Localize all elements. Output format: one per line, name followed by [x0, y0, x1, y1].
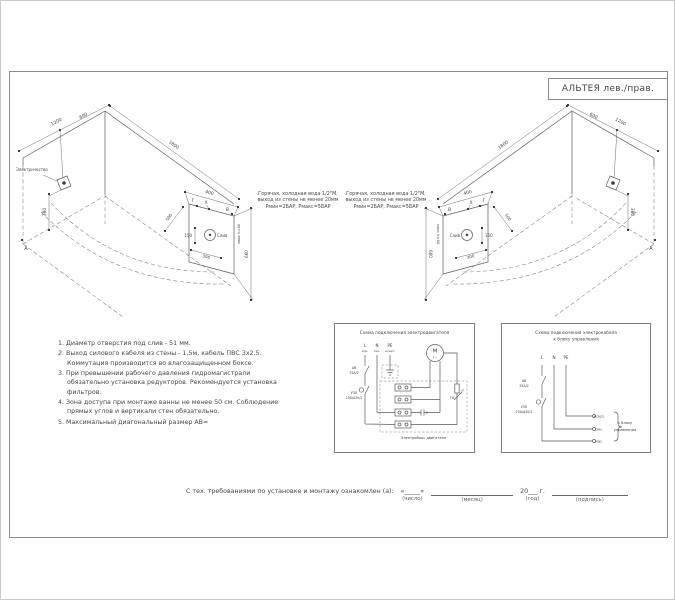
thermal-label: t°	[461, 389, 465, 393]
dim-1200: 1200	[614, 117, 627, 128]
note-4: 4. Зона доступа при монтаже ванны не менее 50 см. Соблюдение прямых углов и вертикали стен обязательно.	[58, 398, 279, 416]
bathtub-wireframe	[424, 104, 659, 317]
max-h-label: макс h=40	[436, 223, 440, 245]
svg-text:управления: управления	[613, 428, 637, 432]
svg-text:N: N	[375, 343, 379, 348]
point-a: А	[649, 246, 653, 252]
motor-schematic-title: Схема подключения электродвигателя	[359, 331, 450, 336]
point-x: X	[204, 201, 208, 206]
month-blank	[431, 488, 513, 496]
drain-label: Слив	[449, 233, 460, 238]
dim-400: 400	[463, 189, 473, 198]
wire-n-label: син.	[595, 427, 603, 432]
note-1: 1. Диаметр отверстия под слив - 51 мм.	[58, 340, 191, 347]
note-5: 5. Максимальный диагональный размер АВ=	[58, 418, 209, 426]
rcd-label: УЗО	[520, 405, 528, 409]
svg-text:25А/Δ30/2: 25А/Δ30/2	[345, 396, 363, 400]
svg-text:25А/2: 25А/2	[519, 384, 529, 388]
dim-300: 300	[466, 253, 475, 260]
signature-blank	[552, 488, 628, 496]
month-label: (месяц)	[461, 497, 483, 503]
svg-text:PE: PE	[387, 343, 393, 348]
acknowledgement-text: С тех. требованиями по установке и монтажу ознакомлен (а):	[186, 488, 394, 495]
dim-660: 660	[244, 250, 249, 258]
svg-text:ж/зел.: ж/зел.	[384, 349, 396, 353]
point-g: Г	[482, 199, 486, 204]
acknowledgement-line	[186, 488, 628, 503]
day-blank: «_____»	[400, 488, 425, 495]
dim-150: 150	[184, 233, 192, 238]
dim-380: 380	[43, 207, 48, 217]
isometric-drawing-left	[13, 104, 313, 319]
day-label: (число)	[402, 496, 423, 502]
cable-schematic-title: Схема подключения электрокабеля	[535, 331, 617, 336]
electricity-label: Электричество	[16, 167, 48, 172]
water-note-right: Горячая, холодная вода 1/2"М, выход из стены не менее 20мм Рмин=2БАР, Рмакс=5БАР	[345, 191, 427, 210]
fuse-icon	[455, 384, 459, 393]
bracket-label: к блоку	[617, 421, 633, 425]
dim-380: 380	[629, 207, 634, 217]
dim-660: 660	[428, 250, 433, 258]
breaker-label: АВ	[521, 379, 527, 383]
svg-text:1~: 1~	[432, 355, 438, 360]
point-b: В	[225, 208, 229, 213]
bathtub-wireframe	[18, 104, 253, 317]
installation-notes	[58, 339, 282, 428]
fuse-label: FU	[449, 396, 455, 400]
svg-text:L: L	[363, 343, 367, 348]
point-a: А	[24, 246, 28, 252]
ground-icon	[386, 370, 394, 375]
dim-1800: 1800	[167, 140, 180, 151]
dim-600: 600	[78, 112, 89, 121]
dim-500: 500	[503, 212, 513, 222]
rcd-label: УЗО	[350, 391, 358, 395]
isometric-drawing-right	[364, 104, 664, 319]
drain-label: Слив	[217, 233, 228, 238]
svg-text:к блоку управления: к блоку управления	[553, 337, 599, 343]
breaker-label: АВ	[351, 366, 357, 370]
cable-circuit-lines	[536, 365, 622, 443]
dim-1800: 1800	[497, 140, 510, 151]
motor-circuit-lines	[359, 345, 467, 433]
title-block	[548, 78, 668, 100]
point-g: Г	[191, 199, 195, 204]
bracket-icon	[614, 412, 622, 441]
point-b: В	[448, 208, 452, 213]
year-label: (год)	[525, 496, 540, 502]
page-title: АЛЬТЕЯ лев./прав.	[561, 84, 655, 94]
dim-600: 600	[588, 112, 599, 121]
note-2: 2. Выход силового кабеля из стены - 1,5м, кабель ПВС 3х2,5. Коммутация производится во влагозащищенном боксе.	[58, 350, 262, 367]
cable-schematic-box	[501, 323, 651, 453]
motor-box-label: Электробокс двигателя	[400, 436, 447, 440]
motor-letter: М	[432, 348, 438, 355]
dim-300: 300	[202, 253, 211, 260]
cable-schematic	[502, 324, 650, 452]
point-x: X	[469, 201, 473, 206]
dim-150: 150	[485, 233, 493, 238]
year-blank: 20___ г.	[520, 488, 545, 495]
svg-text:N: N	[552, 355, 556, 360]
wire-pe-label: ж/зел.	[593, 414, 605, 419]
wire-l-label: кор.	[595, 439, 603, 444]
note-3: 3. При превышении рабочего давления гидромагистрали обязательно установка редукторов. Рекомендуется установка фильтров.	[58, 369, 277, 396]
capacitor-label: С	[425, 411, 429, 415]
svg-text:кор.: кор.	[361, 349, 369, 353]
max-h-label: макс h=40	[237, 223, 241, 245]
water-note-left: Горячая, холодная вода 1/2"М, выход из стены не менее 20мм Рмин=2БАР, Рмакс=5БАР	[257, 191, 339, 210]
svg-text:L: L	[540, 355, 544, 360]
signature-label: (подпись)	[575, 497, 604, 503]
svg-text:25А/2: 25А/2	[349, 371, 359, 375]
dim-1200: 1200	[50, 117, 63, 128]
motor-schematic	[335, 324, 474, 452]
dim-400: 400	[204, 189, 214, 198]
svg-text:син.: син.	[373, 349, 381, 353]
svg-text:25А/Δ30/2: 25А/Δ30/2	[515, 410, 533, 414]
dim-500: 500	[164, 212, 174, 222]
svg-text:PE: PE	[563, 355, 569, 360]
motor-schematic-box	[334, 323, 475, 453]
